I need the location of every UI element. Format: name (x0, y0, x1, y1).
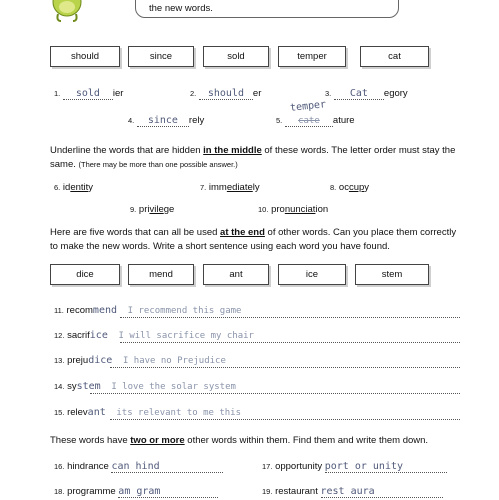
answer-handwriting: temper (289, 99, 327, 114)
word-prefix: sacrif (67, 330, 90, 341)
list-item (54, 407, 241, 418)
end-words-instruction (50, 226, 460, 254)
word-box-label: since (149, 51, 173, 62)
word-box-label: should (71, 51, 99, 62)
word-box-label: stem (381, 269, 403, 280)
hidden-words-instruction (50, 144, 460, 172)
list-item (54, 88, 123, 100)
answer-handwriting: ice (89, 330, 108, 341)
list-item (128, 115, 204, 127)
word-part: imm (208, 182, 227, 193)
item-number: 15. (54, 408, 65, 417)
item-number: 12. (54, 331, 65, 340)
list-item (54, 330, 254, 341)
word-part-underlined: nunciat (284, 204, 316, 215)
item-number: 7. (200, 183, 207, 192)
answer-line (110, 367, 460, 368)
item-number: 11. (54, 306, 64, 315)
word-box (278, 264, 346, 285)
list-item (54, 355, 226, 366)
answer-handwriting: can hind (111, 461, 160, 472)
answer-handwriting: port or unity (324, 461, 404, 472)
item-number: 6. (54, 183, 61, 192)
answer-line (110, 419, 460, 420)
word-part: ge (163, 204, 175, 215)
source-word: programme (67, 486, 116, 497)
list-item (54, 486, 218, 498)
word-box (360, 46, 429, 67)
list-item (54, 381, 236, 392)
word-prefix: preju (67, 355, 89, 366)
word-box-label: sold (227, 51, 245, 62)
instruction-emphasis: at the end (220, 227, 265, 238)
mascot-icon (48, 0, 86, 24)
instruction-note: (There may be more than one possible answer.) (78, 160, 238, 169)
list-item (330, 182, 369, 193)
answer-handwriting: dice (88, 355, 113, 366)
word-suffix: ature (332, 115, 355, 126)
instruction-tail: the new words. (149, 3, 213, 14)
multi-words-instruction (50, 434, 460, 448)
word-part: pri (138, 204, 150, 215)
word-box (128, 46, 194, 67)
instruction-text: other words within them. Find them and write them down. (184, 435, 429, 446)
word-suffix: ier (112, 88, 124, 99)
list-item (130, 204, 174, 215)
item-number: 4. (128, 116, 135, 125)
list-item (54, 305, 241, 316)
item-number: 2. (190, 89, 197, 98)
item-number: 8. (330, 183, 337, 192)
word-part-underlined: entit (70, 182, 89, 193)
word-prefix: recom (66, 305, 93, 316)
list-item (276, 115, 355, 127)
item-number: 13. (54, 356, 65, 365)
word-box-label: ant (229, 269, 243, 280)
item-number: 17. (262, 462, 273, 471)
answer-handwriting: mend (92, 305, 118, 316)
instruction-text: of other words. Can you place them correctly to make the new words. Write a short sentence using each word you have found. (50, 227, 457, 252)
answer-handwriting: sold (75, 88, 100, 99)
item-number: 10. (258, 205, 269, 214)
answer-handwriting: am gram (118, 486, 161, 497)
word-suffix: er (252, 88, 262, 99)
word-box-label: ice (305, 269, 319, 280)
word-box (355, 264, 429, 285)
word-part: y (364, 182, 370, 193)
list-item (54, 182, 93, 193)
source-word: opportunity (275, 461, 323, 472)
source-word: restaurant (275, 486, 318, 497)
word-part: pro (271, 204, 285, 215)
answer-handwriting: rest aura (320, 486, 375, 497)
list-item (262, 486, 443, 498)
instruction-emphasis: in the middle (203, 145, 262, 156)
instruction-text: Here are five words that can all be used (50, 227, 221, 238)
sentence-handwriting: I will sacrifice my chair (118, 331, 254, 341)
word-part-underlined: ediate (226, 182, 253, 193)
answer-line (120, 342, 460, 343)
answer-line (120, 317, 460, 318)
list-item (258, 204, 328, 215)
word-part-underlined: cup (348, 182, 365, 193)
sentence-handwriting: its relevant to me this (116, 408, 241, 418)
crossed-out-handwriting: cate (298, 116, 320, 126)
word-box (203, 46, 269, 67)
answer-line (90, 393, 460, 394)
list-item (200, 182, 260, 193)
word-box (128, 264, 194, 285)
sentence-handwriting: I recommend this game (127, 306, 242, 316)
item-number: 16. (54, 462, 65, 471)
word-box (50, 264, 120, 285)
item-number: 9. (130, 205, 137, 214)
word-box-label: dice (76, 269, 94, 280)
word-box-label: temper (297, 51, 327, 62)
item-number: 1. (54, 89, 61, 98)
item-number: 3. (325, 89, 332, 98)
instruction-text: of these words. The letter order must stay the same. (50, 145, 456, 170)
answer-handwriting: ant (87, 407, 106, 418)
word-part-underlined: vile (149, 204, 164, 215)
instruction-text: These words have (50, 435, 131, 446)
word-box (203, 264, 269, 285)
list-item (54, 461, 223, 473)
word-part: oc (338, 182, 349, 193)
word-part: y (88, 182, 94, 193)
list-item (262, 461, 447, 473)
word-part: ion (315, 204, 329, 215)
item-number: 18. (54, 487, 65, 496)
sentence-handwriting: I have no Prejudice (122, 356, 226, 366)
sentence-handwriting: I love the solar system (111, 382, 236, 392)
word-prefix: relev (67, 407, 88, 418)
word-box-label: cat (388, 51, 401, 62)
word-box (278, 46, 346, 67)
answer-handwriting: Cat (349, 88, 368, 99)
answer-handwriting: should (207, 88, 244, 99)
word-part: ly (252, 182, 260, 193)
item-number: 19. (262, 487, 273, 496)
list-item (190, 88, 261, 100)
word-part: id (62, 182, 71, 193)
word-box-label: mend (149, 269, 173, 280)
item-number: 5. (276, 116, 283, 125)
list-item (325, 88, 408, 100)
instruction-emphasis: two or more (130, 435, 185, 446)
item-number: 14. (54, 382, 65, 391)
word-suffix: egory (383, 88, 408, 99)
answer-handwriting: since (147, 115, 178, 126)
word-prefix: sy (67, 381, 77, 392)
answer-handwriting: stem (76, 381, 101, 392)
instruction-callout (135, 0, 399, 18)
word-box (50, 46, 120, 67)
word-suffix: rely (188, 115, 205, 126)
source-word: hindrance (67, 461, 109, 472)
instruction-text: Underline the words that are hidden (50, 145, 204, 156)
